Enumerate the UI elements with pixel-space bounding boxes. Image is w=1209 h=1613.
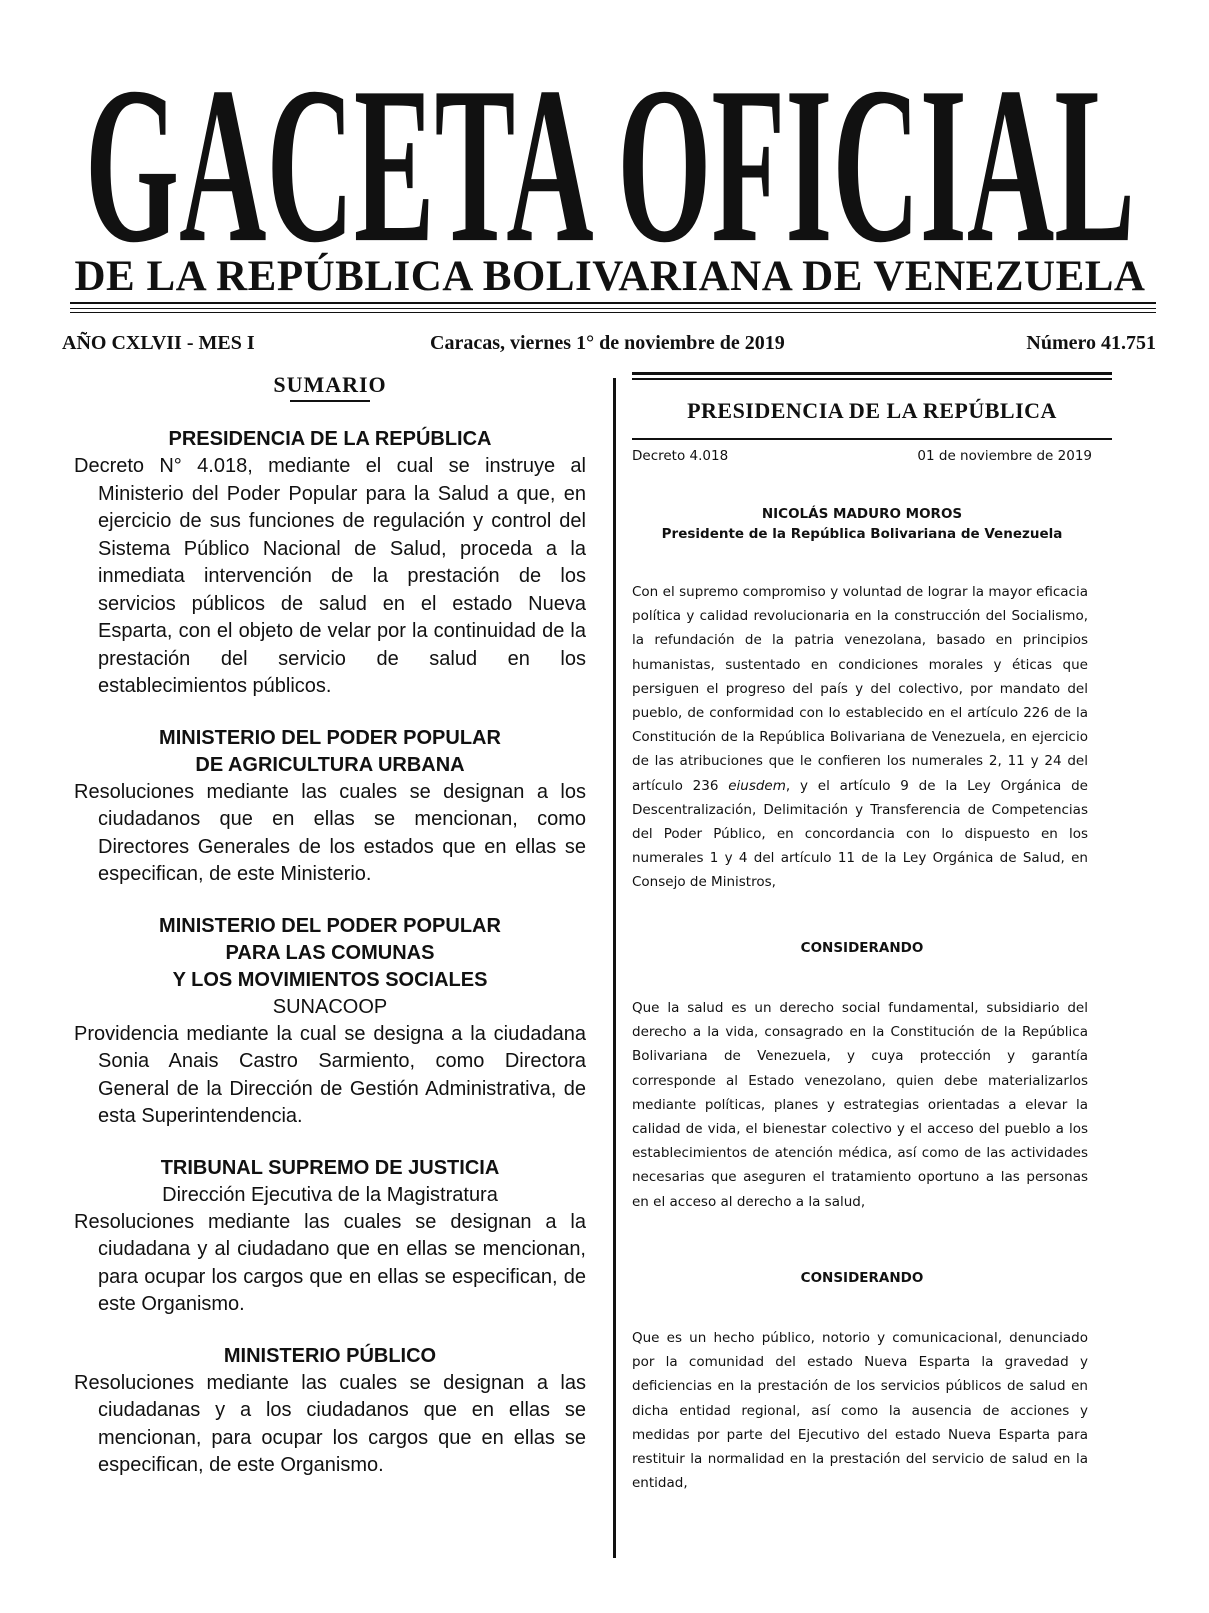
gazette-subtitle: DE LA REPÚBLICA BOLIVARIANA DE VENEZUELA (74, 253, 1146, 300)
section-summary: Decreto N° 4.018, mediante el cual se instruye al Ministerio del Poder Popular para la Salud a que, en ejercicio de sus funciones de regulación y control del Sistema Público Nacional de Salud, proceda a la inmediata intervención de la prestación de los servicios públicos de salud en el estado Nueva Esparta, con el objeto de velar por la continuidad de la prestación del servicio de salud en los establecimientos públicos. (74, 455, 586, 697)
section-summary: Resoluciones mediante las cuales se designan a las ciudadanas y a los ciudadanos que en ellas se mencionan, para ocupar los cargos que en ellas se especifican, de este Organismo. (74, 1371, 586, 1476)
section-heading: PRESIDENCIA DE LA REPÚBLICA (168, 428, 492, 450)
sumario-section (74, 426, 586, 701)
preamble-text: Con el supremo compromiso y voluntad de lograr la mayor eficacia política y calidad revolucionaria en la construcción del Socialismo, la refundación de la patria venezolana, basado en principios humanistas, sustentado en condiciones morales y éticas que persiguen el progreso del país y del colectivo, por mandato del pueblo, de conformidad con lo establecido en el artículo 226 de la Constitución de la República Bolivariana de Venezuela, en ejercicio de las atribuciones que le confieren los numerales 2, 11 y 24 del artículo 236 (632, 584, 1088, 794)
section-summary: Providencia mediante la cual se designa a la ciudadana Sonia Anais Castro Sarmiento, como Directora General de la Dirección de Gestión Administrativa, de esta Superintendencia. (74, 1022, 586, 1127)
signer-title: Presidente de la República Bolivariana de Venezuela (661, 526, 1063, 542)
decree-rule-second (632, 378, 1112, 380)
decree-rule-top (632, 372, 1112, 375)
year-month: AÑO CXLVII - MES I (62, 332, 255, 354)
decree-signer (632, 504, 1092, 544)
sumario-title: SUMARIO (273, 372, 387, 397)
section-summary: Resoluciones mediante las cuales se designan a los ciudadanos que en ellas se mencionan, como Directores Generales de los estados que en ellas se especifican, de este Ministerio. (74, 780, 586, 885)
sumario-underline (290, 400, 370, 402)
section-heading: MINISTERIO DEL PODER POPULAR DE AGRICULTURA URBANA (159, 726, 501, 776)
considerando-paragraph: Que la salud es un derecho social fundamental, subsidiario del derecho a la vida, consagrado en la Constitución de la República Bolivariana de Venezuela, y cuya protección y garantía corresponde al Estado venezolano, quien debe materializarlos mediante políticas, planes y estrategias orientadas a elevar la calidad de vida, el bienestar colectivo y el acceso del pueblo a los establecimientos de atención médica, así como de las actividades necesarias que aseguren el tratamiento oportuno a las personas en el acceso al derecho a la salud, (632, 1000, 1088, 1210)
decree-preamble (632, 580, 1088, 895)
masthead (60, 72, 1160, 252)
section-summary: Resoluciones mediante las cuales se designan a la ciudadana y al ciudadano que en ellas se mencionan, para ocupar los cargos que en ellas se especifican, de este Organismo. (74, 1210, 586, 1315)
header-rule-thin (70, 308, 1156, 309)
section-heading: MINISTERIO DEL PODER POPULAR PARA LAS COMUNAS Y LOS MOVIMIENTOS SOCIALES (159, 914, 501, 991)
section-subheading: Dirección Ejecutiva de la Magistratura (162, 1183, 498, 1206)
header-rule-thin-2 (70, 312, 1156, 313)
decree-number-line (632, 448, 1092, 470)
sumario-section (74, 1155, 586, 1319)
gazette-title: GACETA OFICIAL (85, 72, 1136, 252)
sumario-section (74, 1343, 586, 1480)
preamble-text-continued: , y el artículo 9 de la Ley Orgánica de Descentralización, Delimitación y Transferencia de Competencias del Poder Público, en concordancia con lo dispuesto en los numerales 1 y 4 del artículo 11 de la Ley Orgánica de Salud, en Consejo de Ministros, (632, 777, 1088, 891)
preamble-italic: eiusdem (728, 777, 786, 794)
sumario-section (74, 913, 586, 1131)
considerando-heading: CONSIDERANDO (800, 940, 924, 956)
signer-name: NICOLÁS MADURO MOROS (761, 506, 963, 522)
decree-date: 01 de noviembre de 2019 (917, 448, 1092, 464)
section-heading: TRIBUNAL SUPREMO DE JUSTICIA (160, 1156, 500, 1179)
header-rule-top (70, 302, 1156, 304)
section-subheading: SUNACOOP (272, 995, 388, 1018)
issue-number: Número 41.751 (1026, 332, 1156, 354)
section-heading: MINISTERIO PÚBLICO (223, 1344, 437, 1367)
dateline (62, 332, 1156, 362)
sumario-column (74, 372, 586, 1480)
decree-section-heading: PRESIDENCIA DE LA REPÚBLICA (687, 398, 1057, 423)
considerando-paragraph: Que es un hecho público, notorio y comunicacional, denunciado por la comunidad del estado Nueva Esparta la gravedad y deficiencias en la prestación de los servicios públicos de salud en dicha entidad regional, así como la ausencia de acciones y medidas por parte del Ejecutivo del estado Nueva Esparta para restituir la normalidad en la prestación del servicio de salud en la entidad, (632, 1330, 1088, 1492)
sumario-section (74, 725, 586, 889)
decree-number: Decreto 4.018 (632, 448, 729, 464)
column-divider (613, 378, 616, 1558)
place-date: Caracas, viernes 1° de noviembre de 2019 (430, 332, 785, 354)
decree-heading-rule (632, 438, 1112, 440)
masthead-title-graphic (60, 72, 1160, 252)
considerando-heading: CONSIDERANDO (800, 1270, 924, 1286)
